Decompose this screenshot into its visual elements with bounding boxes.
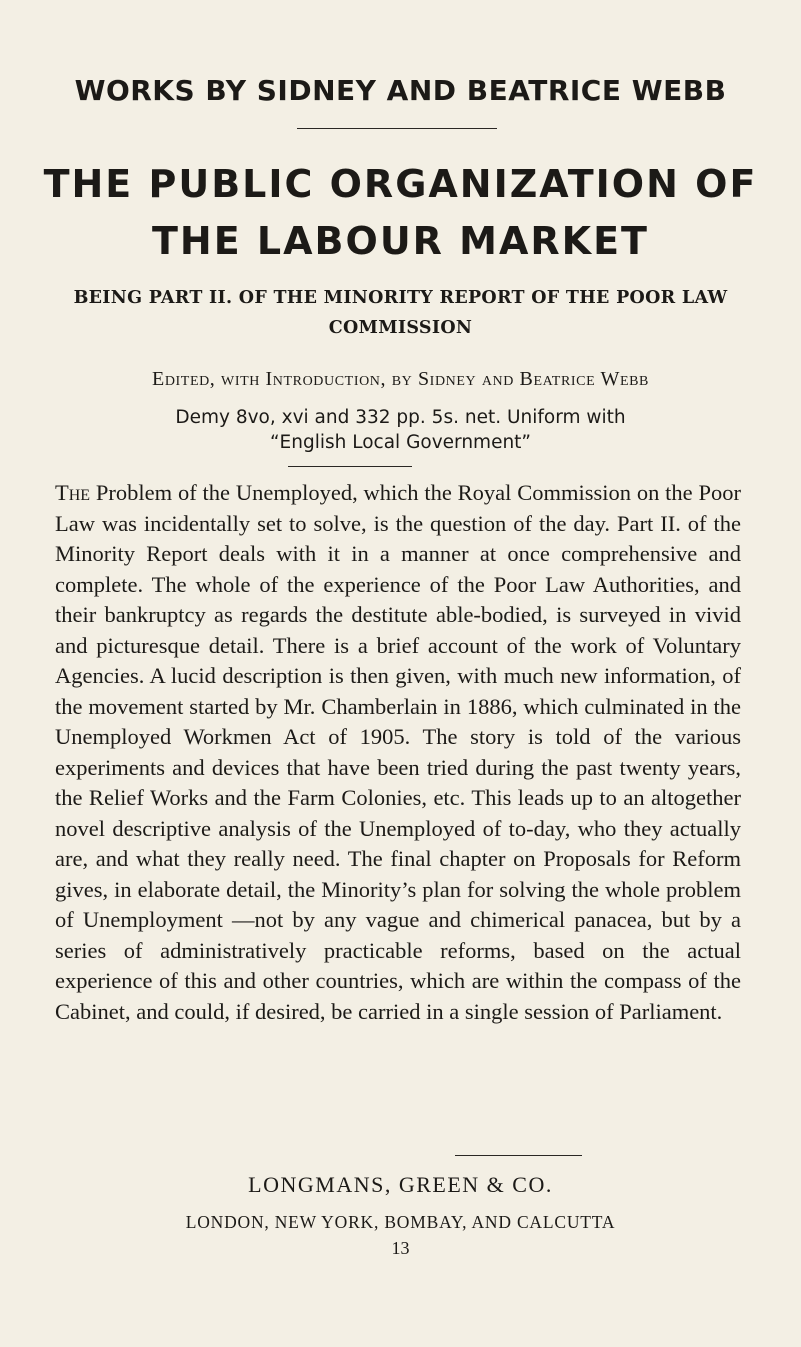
format-line1: Demy 8vo, xvi and 332 pp. 5s. net. Uniform with	[175, 407, 626, 428]
divider-middle	[288, 466, 412, 467]
edited-by-line: Edited, with Introduction, by Sidney and Beatrice Webb	[152, 368, 649, 390]
book-title-line1: THE PUBLIC ORGANIZATION OF	[43, 162, 758, 206]
format-line2: “English Local Government”	[269, 432, 532, 453]
book-title-line2: THE LABOUR MARKET	[152, 219, 649, 263]
publisher-name: LONGMANS, GREEN & CO.	[248, 1172, 553, 1197]
publisher-cities: LONDON, NEW YORK, BOMBAY, AND CALCUTTA	[185, 1212, 616, 1232]
divider-top	[297, 128, 497, 129]
series-heading: WORKS BY SIDNEY AND BEATRICE WEBB	[74, 74, 727, 107]
description-lead-word: The	[55, 480, 91, 505]
page-number: 13	[391, 1238, 410, 1258]
description-body: Problem of the Unemployed, which the Royal Commission on the Poor Law was incidentally set to solve, is the question of the day. Part II. of the Minority Report deals with it in a manner at once comprehensive and complete. The whole of the experience of the Poor Law Authorities, and their bankruptcy as regards the destitute able-bodied, is surveyed in vivid and picturesque detail. There is a brief account of the work of Voluntary Agencies. A lucid description is then given, with much new information, of the movement started by Mr. Chamberlain in 1886, which culminated in the Unemployed Workmen Act of 1905. The story is told of the various experiments and devices that have been tried during the past twenty years, the Relief Works and the Farm Colonies, etc. This leads up to an altogether novel descriptive analysis of the Unemployed of to-day, who they actually are, and what they really need. The final chapter on Proposals for Reform gives, in elaborate detail, the Minority’s plan for solving the whole problem of Unemployment —not by any vague and chimerical panacea, but by a series of administratively practicable reforms, based on the actual experience of this and other countries, which are within the compass of the Cabinet, and could, if desired, be carried in a single session of Parliament.	[55, 480, 741, 1024]
divider-bottom	[455, 1155, 582, 1156]
description-paragraph	[55, 478, 741, 1027]
book-subtitle-line1: BEING PART II. OF THE MINORITY REPORT OF THE POOR LAW	[73, 288, 728, 308]
book-subtitle-line2: COMMISSION	[328, 318, 473, 338]
